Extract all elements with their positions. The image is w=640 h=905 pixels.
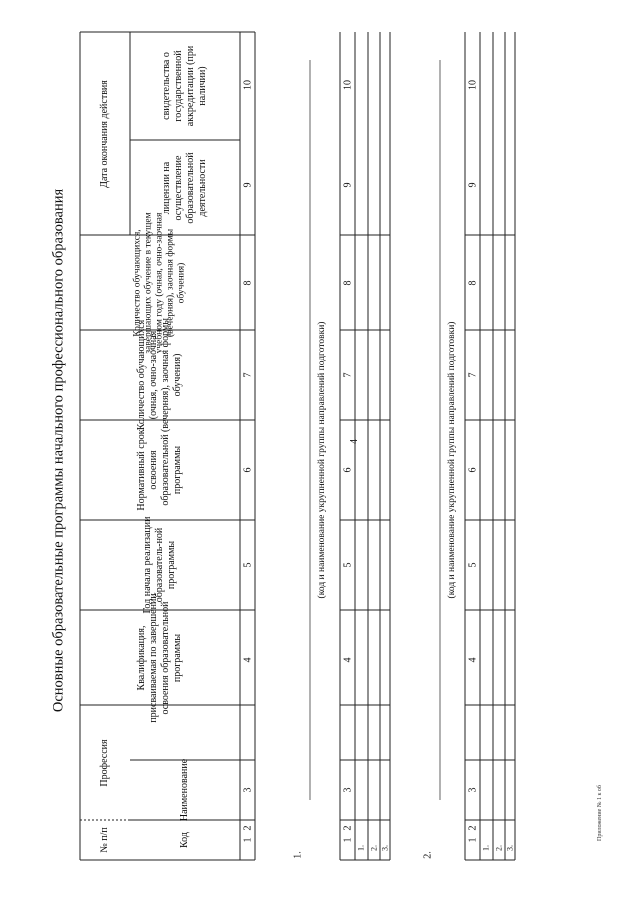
group-caption: (код и наименование укрупненной группы направлений подготовки): [317, 321, 327, 599]
group1-col-num-10: 10: [342, 80, 354, 90]
group2-col-num-6: 6: [467, 467, 479, 473]
group1-col-num-5: 5: [342, 562, 354, 568]
group2-col-num-4: 4: [467, 657, 479, 663]
group1-col-num-8: 8: [342, 280, 354, 286]
group1-col-num-4: 4: [342, 657, 354, 663]
table-header: [80, 32, 240, 857]
header-name: Наименование: [179, 758, 190, 822]
header-profession: Профессия: [99, 738, 110, 787]
col-num-3: 3: [242, 787, 254, 793]
header-code: Код: [179, 832, 190, 848]
header-graduating: Количество обучающихся, завершающих обучение в текущем учебном году (очная, очно-заочная (вечерняя), заочная формы обучения): [132, 211, 187, 354]
group1-col-num-9: 9: [342, 182, 354, 188]
row-index: 1.: [356, 845, 366, 851]
group2-col-num-2: 2: [467, 825, 479, 831]
col-num-1: 1: [242, 837, 254, 843]
row-index: 3.: [380, 845, 390, 851]
row-index: 2.: [494, 845, 504, 851]
group2-col-num-7: 7: [467, 372, 479, 378]
group1-col-num-6: 6: [342, 467, 354, 473]
col-num-9: 9: [242, 182, 254, 188]
header-start-year: Год начала реализации образователь-ной программы: [142, 516, 177, 614]
group1-col-num-1: 1: [342, 837, 354, 843]
page-number: 4: [349, 439, 360, 444]
row-index: 1.: [481, 845, 491, 851]
header-license: лицензии на осуществление образовательной деятельности: [161, 151, 208, 224]
header-students: Количество обучающихся (очная, очно-заочная (вечерняя), заочная формы обучения): [136, 318, 183, 432]
group2-col-num-3: 3: [467, 787, 479, 793]
group2-col-num-10: 10: [467, 80, 479, 90]
header-accreditation: свидетельства о государственной аккредитации (при наличии): [161, 45, 208, 127]
page-title: Основные образовательные программы начального профессионального образования: [50, 188, 67, 713]
group2-col-num-1: 1: [467, 837, 479, 843]
footer-note: Приложение № 1 к об: [597, 785, 603, 841]
row-index: 2.: [369, 845, 379, 851]
group-index: 1.: [292, 851, 304, 859]
header-end-date: Дата окончания действия: [99, 79, 110, 188]
col-num-8: 8: [242, 280, 254, 286]
group2-col-num-8: 8: [467, 280, 479, 286]
header-num: № п/п: [99, 827, 110, 853]
col-num-2: 2: [242, 825, 254, 831]
group2-col-num-9: 9: [467, 182, 479, 188]
col-num-5: 5: [242, 562, 254, 568]
col-num-10: 10: [242, 80, 254, 90]
group-caption: (код и наименование укрупненной группы направлений подготовки): [447, 321, 457, 599]
group1-col-num-3: 3: [342, 787, 354, 793]
header-qualification: Квалификация, присваиваемая по завершении освоения образовательной программы: [136, 592, 183, 723]
col-num-4: 4: [242, 657, 254, 663]
group2-col-num-5: 5: [467, 562, 479, 568]
col-num-7: 7: [242, 372, 254, 378]
header-norm-term: Нормативный срок освоения образовательной программы: [136, 429, 183, 511]
col-num-6: 6: [242, 467, 254, 473]
group1-col-num-2: 2: [342, 825, 354, 831]
group-index: 2.: [422, 851, 434, 859]
row-index: 3.: [505, 845, 515, 851]
group1-col-num-7: 7: [342, 372, 354, 378]
